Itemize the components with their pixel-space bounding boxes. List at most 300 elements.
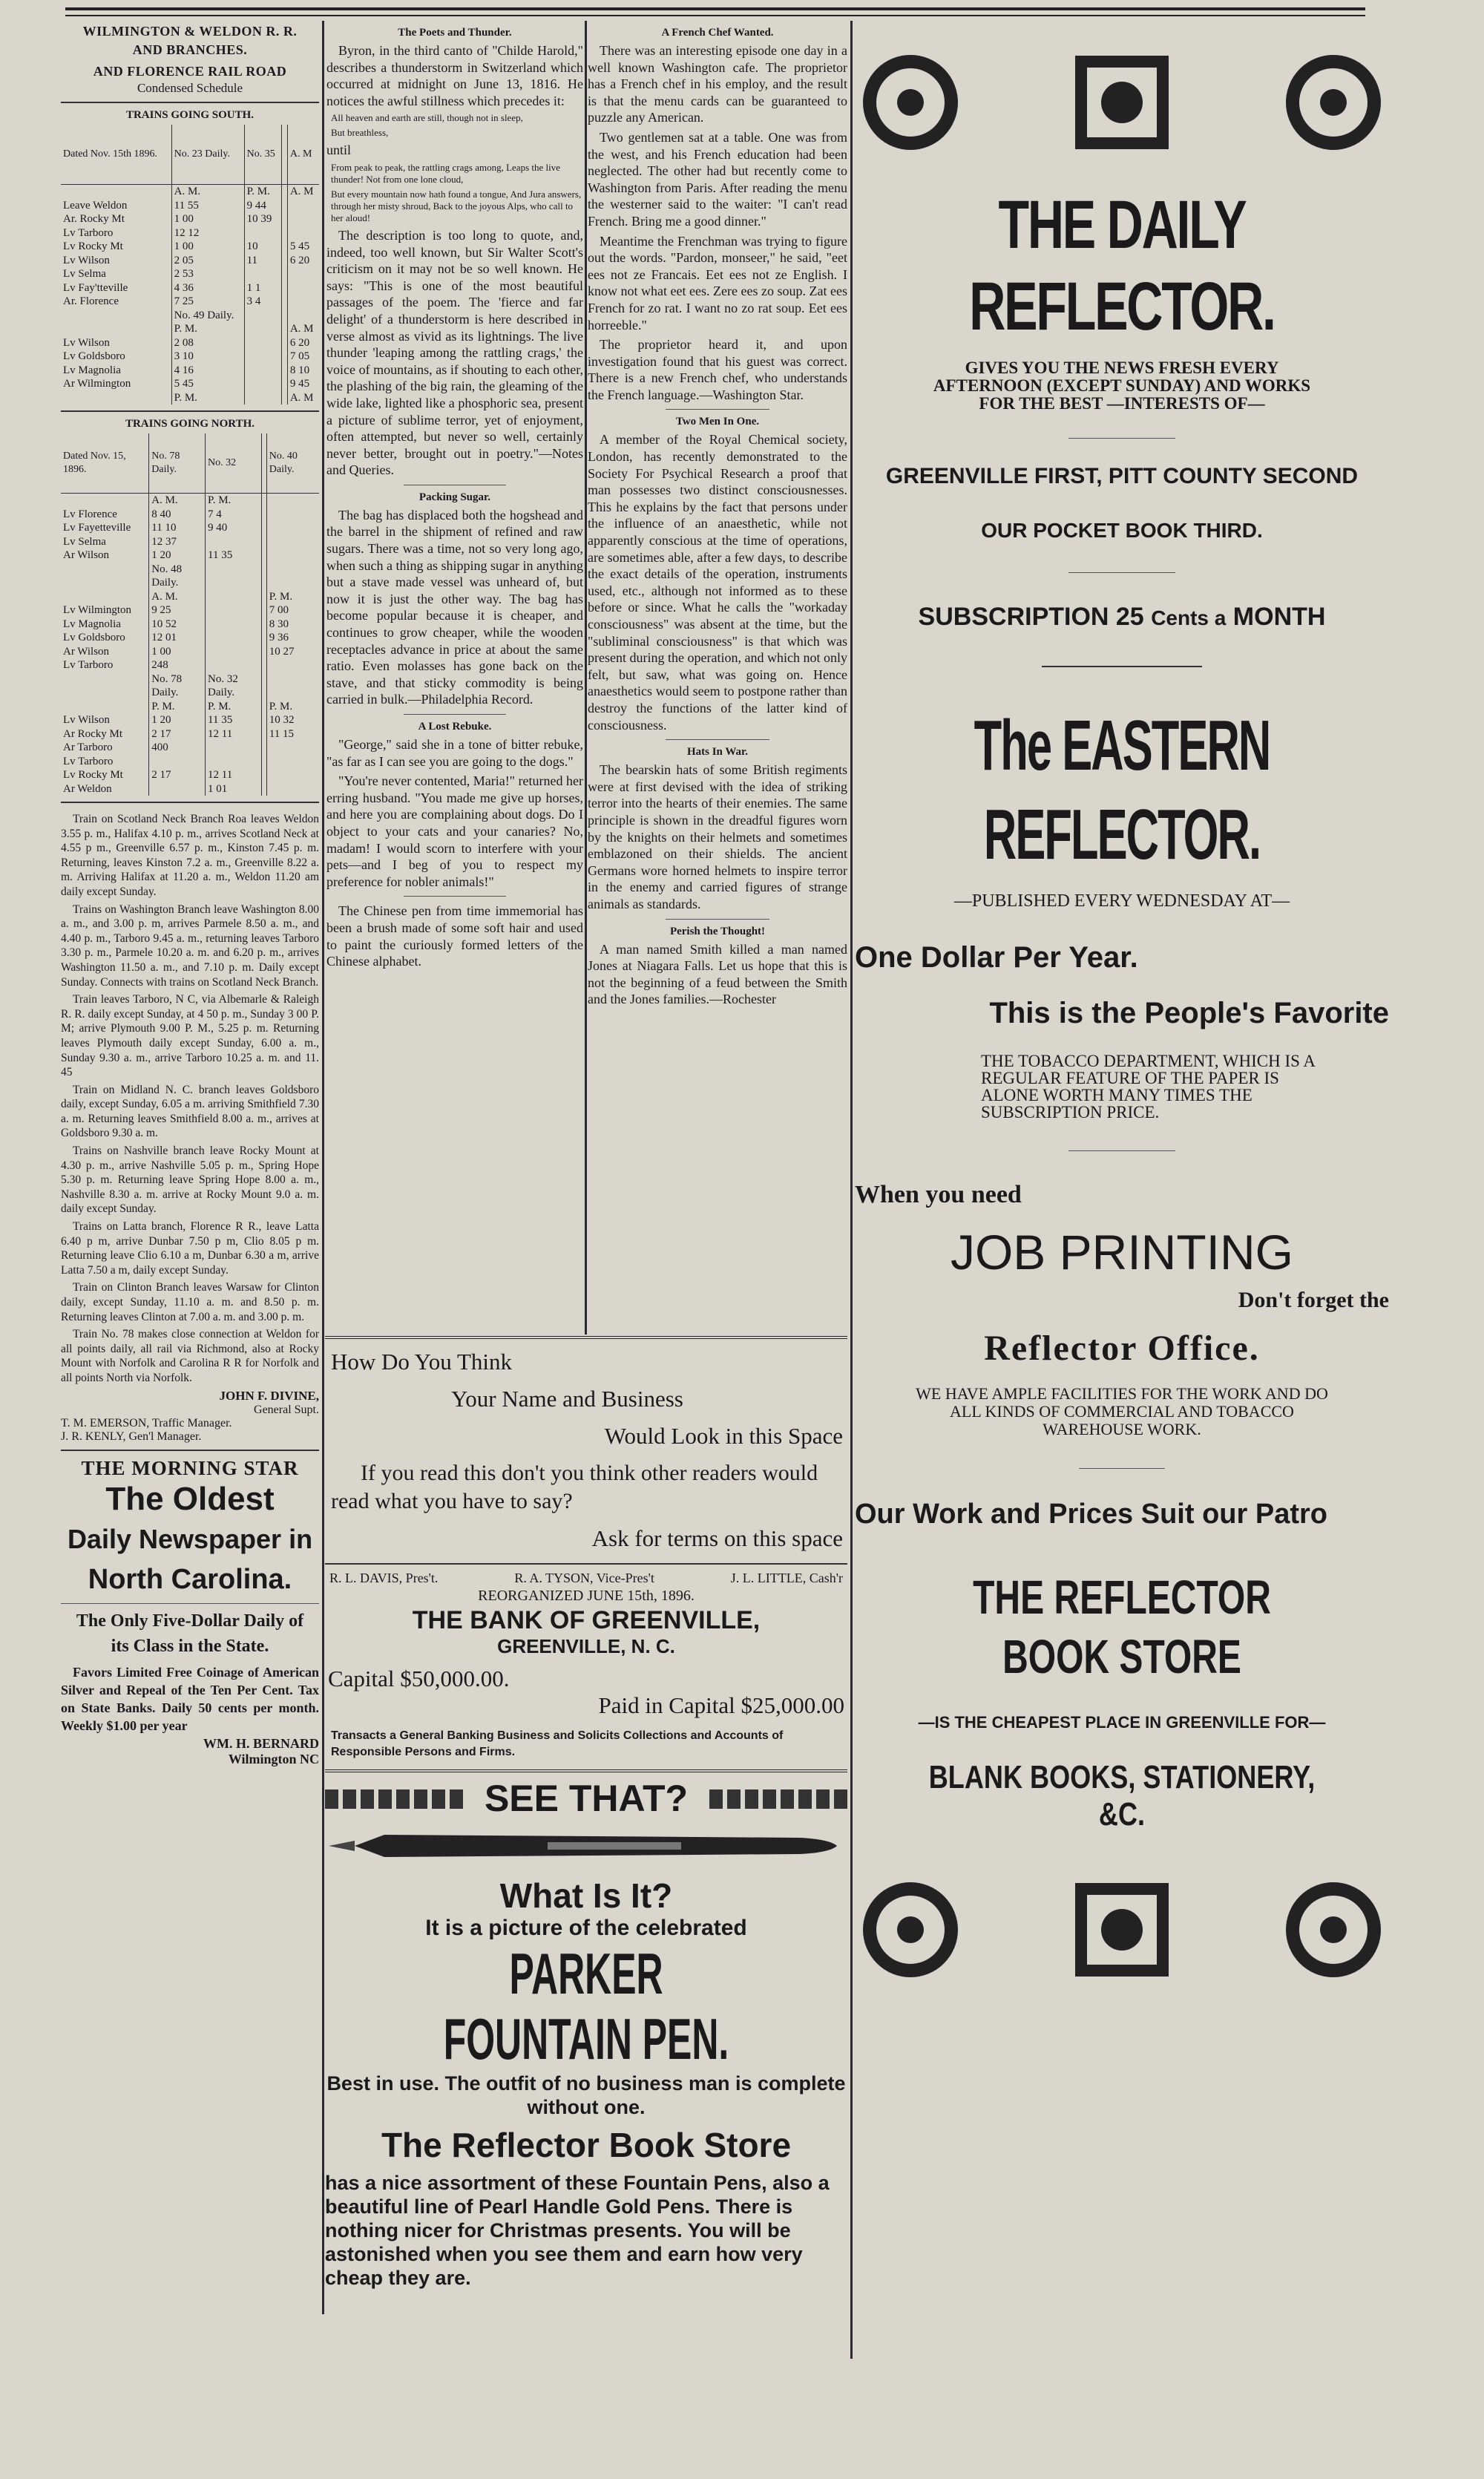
timetable-cell: 3 4 xyxy=(244,295,281,309)
french-chef-column xyxy=(588,21,847,1327)
ornament-icon xyxy=(1066,47,1178,158)
timetable-cell: 2 05 xyxy=(171,254,244,268)
timetable-cell: 9 25 xyxy=(149,603,206,618)
timetable-cell: 2 08 xyxy=(171,336,244,350)
timetable-row xyxy=(61,391,319,405)
timetable-cell: 8 40 xyxy=(149,508,206,522)
divider xyxy=(61,1450,319,1451)
timetable-row xyxy=(61,364,319,378)
sugar-heading: Packing Sugar. xyxy=(418,491,491,503)
timetable-cell: P. M. xyxy=(206,494,262,508)
tarboro-paragraph: Train leaves Tarboro, N C, via Albemarle & Raleigh R. R. daily except Sunday, at 4 50 p. m., Sunday 3 00 P. M; arrive Plymouth 9.00 P. M., 5.25 p. m. Returning leaves Plymouth daily except Sunday, 6.00 a. m., Sunday 9.30 a. m., arrive Tarboro 10.25 a. m. and 11. 45 xyxy=(61,993,319,1079)
divider xyxy=(404,714,506,715)
timetable-cell: P. M. xyxy=(171,322,244,336)
divider xyxy=(666,919,769,920)
timetable-row xyxy=(61,309,319,323)
timetable-cell: Ar Rocky Mt xyxy=(63,727,122,740)
timetable-cell xyxy=(282,267,288,281)
south-timetable xyxy=(61,125,319,405)
bank-name: THE BANK OF GREENVILLE, xyxy=(412,1606,761,1634)
timetable-cell xyxy=(149,782,206,796)
timetable-cell: 1 20 xyxy=(149,548,206,563)
timetable-cell: P. M. xyxy=(266,590,319,604)
timetable-row xyxy=(61,755,319,769)
ornament-icon xyxy=(1278,47,1389,158)
timetable-cell xyxy=(244,309,281,323)
timetable-cell xyxy=(266,535,319,549)
timetable-row xyxy=(61,741,319,755)
timetable-cell xyxy=(266,782,319,796)
timetable-cell: 5 45 xyxy=(287,240,319,254)
daily-gives: GIVES YOU THE NEWS FRESH EVERY AFTERNOON (EXCEPT SUNDAY) AND WORKS FOR THE BEST —INTERESTS OF— xyxy=(933,358,1311,413)
column-rule-3 xyxy=(850,21,853,2359)
timetable-cell: 1 00 xyxy=(149,645,206,659)
timetable-cell xyxy=(266,494,319,508)
clinton-paragraph: Train on Clinton Branch leaves Warsaw for Clinton daily, except Sunday, 11.10 a. m. and 8.50 p. m. Returning leaves Clinton at 7.00 a. m. and 3.00 p. m. xyxy=(61,1281,319,1323)
timetable-cell: Lv Rocky Mt xyxy=(63,769,123,781)
timetable-row xyxy=(61,768,319,782)
pocket-book-third: OUR POCKET BOOK THIRD. xyxy=(981,519,1263,542)
chef-paragraph-1: There was an interesting episode one day in a well known Washington cafe. The proprietor has a French chef in his employ, and the result is that the menu cards can be guaranteed to puzzle any American. xyxy=(588,43,847,125)
timetable-cell: 7 00 xyxy=(266,603,319,618)
timetable-cell: 12 01 xyxy=(149,631,206,645)
timetable-row xyxy=(61,782,319,796)
poem-line-1: All heaven and earth are still, though not in sleep, xyxy=(331,112,523,124)
ornament-icon xyxy=(855,47,966,158)
timetable-cell: Lv Wilson xyxy=(63,714,110,726)
timetable-cell xyxy=(261,548,266,563)
ornament-icon xyxy=(855,1874,966,1985)
divider xyxy=(404,896,506,897)
timetable-cell xyxy=(261,508,266,522)
divider xyxy=(325,1336,847,1339)
when-you-need: When you need xyxy=(855,1181,1022,1208)
timetable-header-row xyxy=(61,433,319,494)
timetable-cell: 1 01 xyxy=(206,782,262,796)
divider xyxy=(325,1563,847,1565)
timetable-cell xyxy=(287,309,319,323)
timetable-cell: Lv Fayetteville xyxy=(63,522,131,534)
bank-transacts: Transacts a General Banking Business and Solicits Collections and Accounts of Responsible Persons and Firms. xyxy=(331,1729,784,1758)
timetable-cell: Ar Weldon xyxy=(63,782,112,795)
timetable-cell: 9 44 xyxy=(244,199,281,213)
timetable-cell xyxy=(261,782,266,796)
north-title: TRAINS GOING NORTH. xyxy=(125,418,255,430)
timetable-cell: 12 11 xyxy=(206,768,262,782)
bank-officers xyxy=(325,1571,847,1586)
timetable-cell xyxy=(261,618,266,632)
reflector-column xyxy=(855,21,1389,2336)
timetable-cell: 2 53 xyxy=(171,267,244,281)
scotland-neck-paragraph: Train on Scotland Neck Branch Roa leaves Weldon 3.55 p. m., Halifax 4.10 p. m., arrives Scotland Neck at 4.55 p m., Greenville 6.57 p. m., Kinston 7.45 p. m. Returning, leaves Kinston 7.2 a. m., Greenville 8.22 a. m. Arriving Halifax at 11.20 a. m., Weldon 11.20 am daily except Sunday. xyxy=(61,813,319,898)
pen-border-icon xyxy=(699,1784,847,1813)
ample-facilities: WE HAVE AMPLE FACILITIES FOR THE WORK AND DO ALL KINDS OF COMMERCIAL AND TOBACCO WAREHOUSE WORK. xyxy=(916,1384,1328,1438)
timetable-cell xyxy=(206,563,262,590)
timetable-cell xyxy=(244,350,281,364)
timetable-cell xyxy=(206,755,262,769)
timetable-cell: 9 40 xyxy=(206,521,262,535)
timetable-cell: 4 16 xyxy=(171,364,244,378)
star-sub-1: The Only Five-Dollar Daily of xyxy=(76,1611,304,1631)
tobacco-department: THE TOBACCO DEPARTMENT, WHICH IS A REGULAR FEATURE OF THE PAPER IS ALONE WORTH MANY TIMES THE SUBSCRIPTION PRICE. xyxy=(981,1052,1315,1121)
ad-line-4: If you read this don't you think other readers would read what you have to say? xyxy=(331,1461,818,1513)
pen-best-line: Best in use. The outfit of no business man is complete without one. xyxy=(326,2072,846,2118)
midland-paragraph: Train on Midland N. C. branch leaves Goldsboro daily, except Sunday, 6.05 a m. arriving Smithfield 7.30 a. m. Returning leaves Smithfield 8.00 a. m., arrives at Goldsboro 9.30 a. m. xyxy=(61,1083,319,1140)
timetable-cell: 9 45 xyxy=(287,377,319,391)
bank-city: GREENVILLE, N. C. xyxy=(497,1635,675,1657)
timetable-cell xyxy=(206,603,262,618)
timetable-cell xyxy=(261,631,266,645)
timetable-cell xyxy=(282,281,288,295)
timetable-cell: 2 17 xyxy=(149,727,206,741)
published-weekly: —PUBLISHED EVERY WEDNESDAY AT— xyxy=(953,891,1290,911)
ad-line-2: Your Name and Business xyxy=(451,1386,683,1412)
star-body: Favors Limited Free Coinage of American Silver and Repeal of the Ten Per Cent. Tax on State Banks. Daily 50 cents per month. Weekly $1.00 per year xyxy=(61,1664,319,1733)
pen-body: has a nice assortment of these Fountain Pens, also a beautiful line of Pearl Handle Gold Pens. There is nothing nicer for Christmas presents. You will be astonished when you see them and earn how very cheap they are. xyxy=(325,2172,830,2289)
bank-reorganized: REORGANIZED JUNE 15th, 1896. xyxy=(478,1588,695,1604)
timetable-cell xyxy=(266,548,319,563)
ornament-icon xyxy=(1278,1874,1389,1985)
timetable-header-cell: No. 23 Daily. xyxy=(171,125,244,185)
timetable-cell: 11 15 xyxy=(266,727,319,741)
divider xyxy=(1068,572,1175,573)
timetable-cell: Lv Tarboro xyxy=(63,659,114,671)
divider xyxy=(61,102,319,103)
timetable-cell: 1 00 xyxy=(171,240,244,254)
timetable-cell xyxy=(206,535,262,549)
see-that-heading: SEE THAT? xyxy=(484,1778,689,1819)
timetable-cell xyxy=(61,309,171,323)
timetable-cell: 1 20 xyxy=(149,713,206,727)
timetable-row xyxy=(61,240,319,254)
timetable-cell: 3 10 xyxy=(171,350,244,364)
bank-capital: Capital $50,000.00. xyxy=(328,1666,510,1692)
column-rule-2 xyxy=(585,21,587,1335)
timetable-row xyxy=(61,603,319,618)
timetable-cell: 12 11 xyxy=(206,727,262,741)
poem-line-2: But breathless, xyxy=(331,127,389,139)
divider xyxy=(666,739,769,740)
divider xyxy=(1068,438,1175,439)
timetable-cell xyxy=(261,521,266,535)
timetable-cell: A. M. xyxy=(149,494,206,508)
timetable-cell: A. M. xyxy=(171,185,244,199)
timetable-row xyxy=(61,631,319,645)
timetable-cell xyxy=(261,603,266,618)
divider xyxy=(1042,666,1202,667)
greenville-first: GREENVILLE FIRST, PITT COUNTY SECOND xyxy=(885,464,1359,488)
star-headline-3: North Carolina. xyxy=(88,1563,292,1595)
divine-name: JOHN F. DIVINE, xyxy=(219,1388,319,1403)
timetable-cell xyxy=(282,336,288,350)
latta-paragraph: Trains on Latta branch, Florence R R., leave Latta 6.40 p m, arrive Dunbar 7.50 p m, Clio 8.05 p m. Returning leave Clio 6.10 a m, Dunbar 6.30 a m, arrive Latta 7.50 a m, daily except Sunday. xyxy=(61,1220,319,1277)
two-men-heading: Two Men In One. xyxy=(675,416,760,428)
timetable-cell: 8 10 xyxy=(287,364,319,378)
timetable-row xyxy=(61,377,319,391)
timetable-cell xyxy=(282,364,288,378)
north-timetable xyxy=(61,433,319,796)
timetable-cell xyxy=(61,700,149,714)
timetable-cell: Ar Wilson xyxy=(63,645,110,658)
timetable-cell xyxy=(244,267,281,281)
rebuke-paragraph-1: "George," said she in a tone of bitter rebuke, "as far as I can see you are going to the dogs." xyxy=(326,737,583,769)
timetable-cell xyxy=(266,768,319,782)
timetable-cell: A. M. xyxy=(149,590,206,604)
timetable-cell xyxy=(61,185,171,199)
divine-title: General Supt. xyxy=(254,1403,319,1416)
timetable-cell: Lv Florence xyxy=(63,508,117,520)
cheapest-place: —IS THE CHEAPEST PLACE IN GREENVILLE FOR— xyxy=(918,1713,1326,1732)
dont-forget: Don't forget the xyxy=(1238,1288,1389,1312)
sugar-paragraph: The bag has displaced both the hogshead and the barrel in the shipment of refined and raw sugars. There was a time, not so very long ago, when such a thing as shipping sugar in anything but a stave made vessel was unheard of, but now it is just the other way. The bag has become popular because it is cheaper, and continues to grow cheaper, while the wooden receptacles advance in price at about the same ratio. Even molasses has gone back on the stave, and that sticky commodity is being carried in bulk.—Philadelphia Record. xyxy=(326,507,583,707)
timetable-cell xyxy=(244,391,281,405)
daily-reflector-title: THE DAILY REFLECTOR. xyxy=(969,187,1275,344)
timetable-cell: Ar. Rocky Mt xyxy=(63,213,125,225)
timetable-row xyxy=(61,713,319,727)
french-chef-heading: A French Chef Wanted. xyxy=(661,27,774,39)
timetable-cell xyxy=(261,645,266,659)
timetable-cell: 7 4 xyxy=(206,508,262,522)
timetable-cell xyxy=(282,254,288,268)
reflector-book-store-title: THE REFLECTOR BOOK STORE xyxy=(973,1571,1271,1683)
timetable-cell: 10 xyxy=(244,240,281,254)
fountain-pen-icon xyxy=(325,1820,847,1872)
timetable-cell: 11 xyxy=(244,254,281,268)
timetable-row xyxy=(61,322,319,336)
timetable-row xyxy=(61,226,319,240)
timetable-row xyxy=(61,254,319,268)
chef-paragraph-2: Two gentlemen sat at a table. One was from the west, and his French education had been neglected. The other had but recently come to Washington from Paris. After reading the menu the westerner said to the waiter: "I can't read French. Bring me a good dinner." xyxy=(588,129,847,229)
timetable-cell xyxy=(282,212,288,226)
reflector-book-store-heading: The Reflector Book Store xyxy=(381,2126,792,2164)
timetable-cell: Ar. Florence xyxy=(63,295,119,307)
perish-paragraph: A man named Smith killed a man named Jones at Niagara Falls. Let us hope that this is not the beginning of a feud between the Smith and the Jones families.—Rochester xyxy=(588,941,847,1007)
timetable-cell: Lv Wilson xyxy=(63,254,110,266)
reflector-office: Reflector Office. xyxy=(984,1329,1260,1368)
timetable-cell: Lv Magnolia xyxy=(63,618,121,630)
timetable-cell xyxy=(261,563,266,590)
timetable-cell: 10 27 xyxy=(266,645,319,659)
timetable-cell: Lv Rocky Mt xyxy=(63,240,123,252)
timetable-cell: No. 78 Daily. xyxy=(149,672,206,700)
condensed-schedule: Condensed Schedule xyxy=(137,81,243,95)
timetable-cell xyxy=(287,226,319,240)
bank-cashier: J. L. LITTLE, Cash'r xyxy=(730,1571,843,1585)
timetable-cell xyxy=(282,350,288,364)
timetable-cell: 7 25 xyxy=(171,295,244,309)
poets-heading: The Poets and Thunder. xyxy=(398,27,512,39)
timetable-cell xyxy=(282,199,288,213)
timetable-cell: 8 30 xyxy=(266,618,319,632)
timetable-row xyxy=(61,212,319,226)
timetable-cell: P. M. xyxy=(206,700,262,714)
timetable-cell: P. M. xyxy=(149,700,206,714)
timetable-cell: Leave Weldon xyxy=(63,199,128,212)
connection-paragraph: Train No. 78 makes close connection at Weldon for all points daily, all rail via Richmond, also at Rocky Mount with Norfolk and Carolina R R for Norfolk and all points North via Norfolk. xyxy=(61,1328,319,1384)
timetable-cell: Lv Wilmington xyxy=(63,604,132,616)
blank-books: BLANK BOOKS, STATIONERY, &C. xyxy=(928,1759,1316,1833)
timetable-cell: 10 39 xyxy=(244,212,281,226)
timetable-row xyxy=(61,658,319,672)
eastern-reflector-title: The EASTERN REFLECTOR. xyxy=(974,706,1270,874)
timetable-row xyxy=(61,521,319,535)
divider xyxy=(666,409,769,410)
timetable-cell xyxy=(261,768,266,782)
hats-heading: Hats In War. xyxy=(686,746,749,759)
timetable-cell xyxy=(206,658,262,672)
timetable-header-cell xyxy=(261,433,266,494)
timetable-cell: A. M xyxy=(287,185,319,199)
timetable-header-row xyxy=(61,125,319,185)
timetable-row xyxy=(61,548,319,563)
timetable-cell xyxy=(287,212,319,226)
timetable-cell xyxy=(282,322,288,336)
timetable-cell xyxy=(287,267,319,281)
bernard-city: Wilmington NC xyxy=(228,1751,319,1766)
timetable-cell xyxy=(261,741,266,755)
timetable-cell xyxy=(261,590,266,604)
hats-paragraph: The bearskin hats of some British regiments were at first devised with the idea of striking terror into the hearts of their enemies. The same principle is shown in the dreadful figures worn by the knights on their helmets and sometimes emblazoned on their shields. The ancient Germans wore horned helmets to inspire terror in the enemy and carried figures of strange animals as standards. xyxy=(588,762,847,911)
timetable-cell xyxy=(261,494,266,508)
timetable-cell xyxy=(206,741,262,755)
poets-column xyxy=(326,21,583,1327)
timetable-cell: 7 05 xyxy=(287,350,319,364)
timetable-cell xyxy=(244,322,281,336)
timetable-row xyxy=(61,590,319,604)
timetable-cell: Ar Wilmington xyxy=(63,378,131,390)
timetable-cell xyxy=(266,755,319,769)
timetable-cell xyxy=(261,727,266,741)
timetable-cell xyxy=(287,281,319,295)
chef-paragraph-4: The proprietor heard it, and upon investigation found that his guest was correct. There is a new French chef, who understands the French language.—Washington Star. xyxy=(588,337,847,402)
pen-picture-line: It is a picture of the celebrated xyxy=(425,1916,747,1940)
advertisement-block xyxy=(325,1336,847,2290)
timetable-cell xyxy=(206,618,262,632)
timetable-row xyxy=(61,535,319,549)
timetable-cell xyxy=(282,185,288,199)
timetable-cell: P. M. xyxy=(171,391,244,405)
two-men-paragraph: A member of the Royal Chemical society, London, has recently demonstrated to the Society For Psychical Research a proof that man possesses two distinct consciousnesses. This he explains by the fact that persons under the influence of an anaesthetic, while not apparently conscious at the time of operations, are sometimes able, after a few days, to describe the exact details of the operation, instruments used, etc., although not informed as to these before or since. What he calls the "workaday consciousness" was absent at the time, but the "subliminal consciousness" is that which was present during the operation, and which not only felt, but saw, what was going on. Hence anaesthetics would seem to postpone rather than destroy the functions of the latter kind of consciousness. xyxy=(588,432,847,733)
timetable-cell: 11 55 xyxy=(171,199,244,213)
timetable-cell: Lv Magnolia xyxy=(63,364,121,376)
one-dollar: One Dollar Per Year. xyxy=(855,941,1138,974)
bernard: WM. H. BERNARD xyxy=(203,1735,319,1751)
timetable-cell xyxy=(244,377,281,391)
star-headline-2: Daily Newspaper in xyxy=(67,1523,313,1554)
timetable-cell: Ar Tarboro xyxy=(63,741,113,753)
timetable-cell xyxy=(266,741,319,755)
timetable-cell xyxy=(282,391,288,405)
bank-president: R. L. DAVIS, Pres't. xyxy=(329,1571,439,1585)
chef-paragraph-3: Meantime the Frenchman was trying to figure out the words. "Pardon, monseer," he said, "eet ees not ze Francais. Eet ees not ze English. I know not what eet ees. Zere ees zo soup. Zat ees French for zo rat. I want no zo rat soup. Eet ees horreeble." xyxy=(588,233,847,333)
south-title: TRAINS GOING SOUTH. xyxy=(125,109,255,121)
timetable-cell xyxy=(61,391,171,405)
railroad-title: WILMINGTON & WELDON R. R. xyxy=(82,24,298,39)
poets-paragraph-1: Byron, in the third canto of "Childe Harold," describes a thunderstorm in Switzerland which occurred at midnight on June 13, 1816. He notices the awful stillness which precedes it: xyxy=(326,43,583,108)
timetable-cell: Lv Goldsboro xyxy=(63,350,125,362)
kenly: J. R. KENLY, Gen'l Manager. xyxy=(61,1430,202,1443)
timetable-cell xyxy=(282,309,288,323)
ornament-icon xyxy=(1066,1874,1178,1985)
subscription-line xyxy=(855,603,1389,632)
timetable-cell xyxy=(244,364,281,378)
timetable-cell xyxy=(282,377,288,391)
subscription-cents: Cents a xyxy=(1151,606,1227,629)
ad-line-5: Ask for terms on this space xyxy=(591,1525,843,1551)
timetable-cell: 6 20 xyxy=(287,254,319,268)
peoples-favorite: This is the People's Favorite xyxy=(989,997,1389,1029)
timetable-cell: 1 1 xyxy=(244,281,281,295)
timetable-row xyxy=(61,267,319,281)
timetable-row xyxy=(61,645,319,659)
divider xyxy=(325,1769,847,1772)
star-sub-2: its Class in the State. xyxy=(111,1636,269,1656)
timetable-cell: P. M. xyxy=(244,185,281,199)
timetable-cell: Lv Selma xyxy=(63,535,106,548)
timetable-row xyxy=(61,700,319,714)
rebuke-paragraph-2: "You're never contented, Maria!" returned her erring husband. "You made me give up horses, and here you are complaining about dogs. Do I object to your cats and your canaries? No, madam! I would scorn to interfere with your pets—and I beg of you to respect my preference for nobler animals!" xyxy=(326,773,583,889)
timetable-header-cell: No. 32 xyxy=(206,433,262,494)
timetable-cell xyxy=(206,590,262,604)
poem-line-3: From peak to peak, the rattling crags among, Leaps the live thunder! Not from one lone cloud, xyxy=(331,161,561,185)
timetable-header-cell: No. 78 Daily. xyxy=(149,433,206,494)
timetable-cell xyxy=(261,658,266,672)
divider xyxy=(61,410,319,412)
timetable-cell: 12 37 xyxy=(149,535,206,549)
star-headline-1: The Oldest xyxy=(105,1480,275,1517)
timetable-row xyxy=(61,494,319,508)
timetable-row xyxy=(61,508,319,522)
timetable-row xyxy=(61,350,319,364)
timetable-cell: 11 35 xyxy=(206,548,262,563)
railroad-title-3: AND FLORENCE RAIL ROAD xyxy=(93,64,287,79)
timetable-cell: 5 45 xyxy=(171,377,244,391)
timetable-cell: Lv Selma xyxy=(63,268,106,280)
railroad-title-2: AND BRANCHES. xyxy=(132,42,248,57)
timetable-row xyxy=(61,295,319,309)
timetable-cell: 11 10 xyxy=(149,521,206,535)
timetable-cell xyxy=(61,494,149,508)
timetable-cell xyxy=(61,590,149,604)
top-rule xyxy=(65,7,1365,16)
timetable-cell: 10 52 xyxy=(149,618,206,632)
timetable-cell: 248 xyxy=(149,658,206,672)
timetable-cell xyxy=(206,631,262,645)
timetable-cell xyxy=(287,199,319,213)
column-rule-1 xyxy=(322,21,324,2314)
timetable-row xyxy=(61,727,319,741)
perish-heading: Perish the Thought! xyxy=(669,925,766,937)
timetable-header-cell: No. 35 xyxy=(244,125,281,185)
our-work-prices: Our Work and Prices Suit our Patro xyxy=(855,1499,1327,1530)
bank-paid-capital: Paid in Capital $25,000.00 xyxy=(598,1692,844,1718)
washington-branch-paragraph: Trains on Washington Branch leave Washington 8.00 a. m., and 3.00 p. m, arrives Parmele 8.50 a. m., and 4.40 p. m., Tarboro 9.45 a. m., returning leaves Tarboro 3.30 p. m., Parmele 10.20 a. m. and 6.20 p. m., arrives Washington 11.50 a. m., and 7.10 p. m. Daily except Sunday. Connects with trains on Scotland Neck Branch. xyxy=(61,903,319,989)
until-word: until xyxy=(326,143,352,158)
timetable-header-cell xyxy=(282,125,288,185)
timetable-cell: 4 36 xyxy=(171,281,244,295)
timetable-row xyxy=(61,185,319,199)
pen-border-icon xyxy=(325,1784,473,1813)
timetable-cell xyxy=(261,755,266,769)
timetable-cell: 10 32 xyxy=(266,713,319,727)
bank-vice-president: R. A. TYSON, Vice-Pres't xyxy=(514,1571,654,1585)
timetable-cell xyxy=(266,563,319,590)
timetable-cell xyxy=(244,226,281,240)
timetable-cell: A. M xyxy=(287,391,319,405)
timetable-cell xyxy=(61,322,171,336)
divider xyxy=(1068,1150,1175,1151)
timetable-cell: Ar Wilson xyxy=(63,549,110,561)
